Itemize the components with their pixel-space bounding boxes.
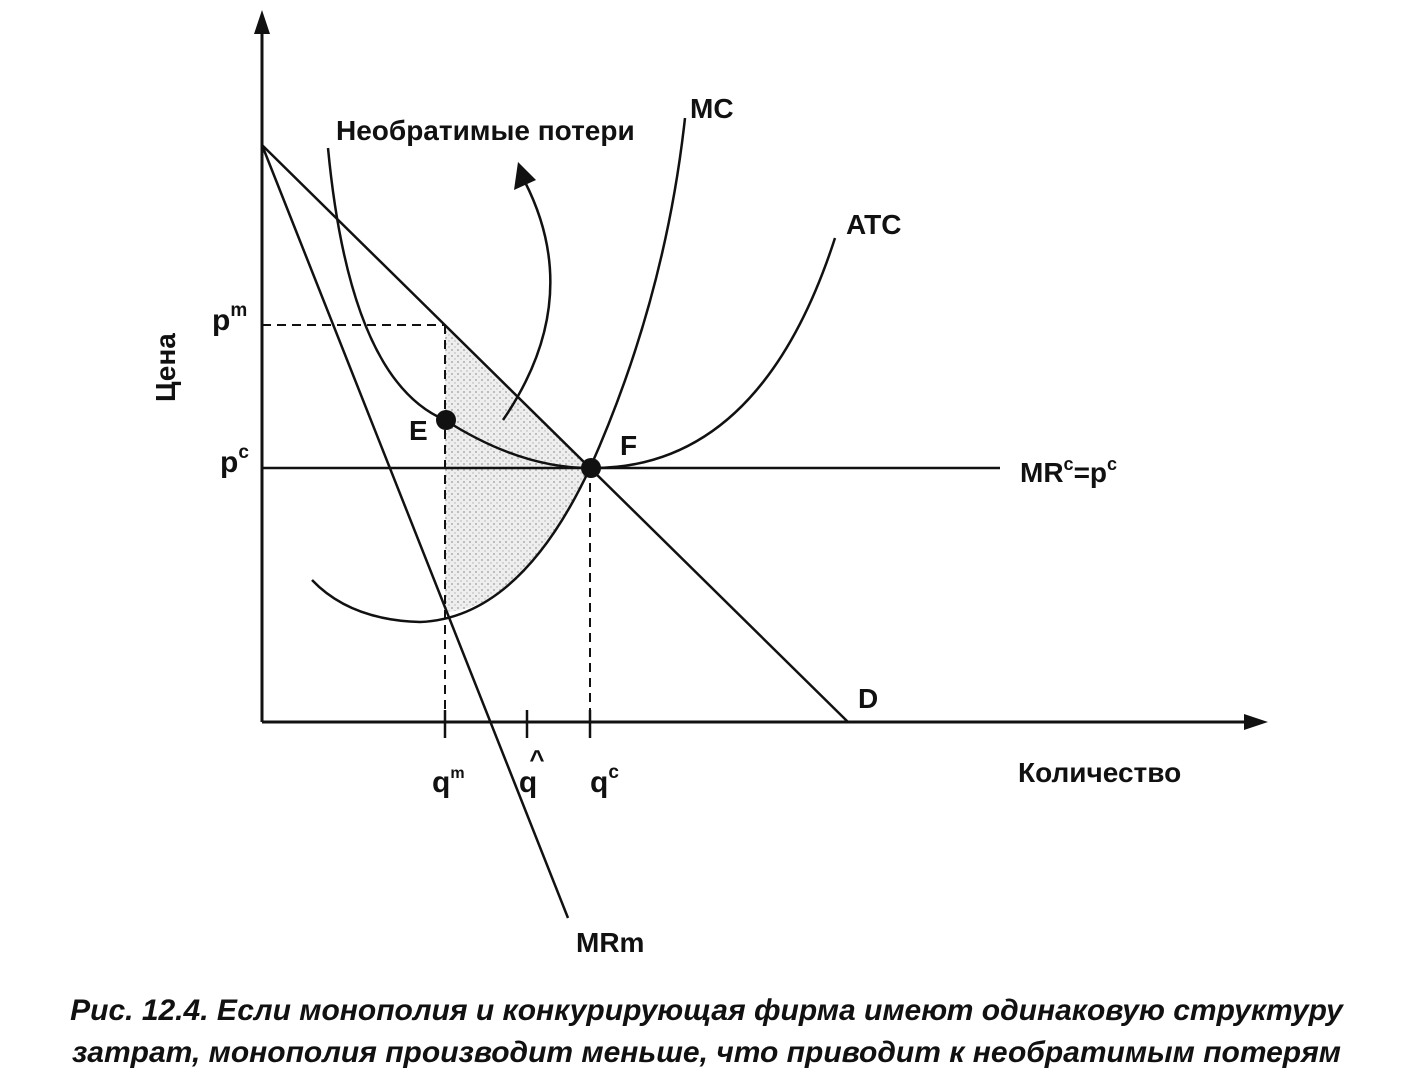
caption-line-2: затрат, монополия производит меньше, что приводит к необратимым потерям — [72, 1036, 1341, 1069]
y-axis-label: Цена — [150, 333, 181, 402]
mr-monopoly-label: MRm — [576, 927, 645, 958]
deadweight-loss-pointer — [503, 182, 550, 420]
qhat-mark: ^ — [529, 744, 545, 774]
x-axis-label: Количество — [1018, 757, 1182, 788]
point-f-label: F — [620, 430, 638, 461]
caption-line-1: Рис. 12.4. Если монополия и конкурирующая фирма имеют одинаковую структуру — [70, 994, 1343, 1027]
deadweight-loss-label: Необратимые потери — [336, 115, 635, 146]
x-axis-arrow — [1244, 714, 1268, 730]
pc-label: $p^c$ — [220, 442, 249, 479]
qm-label: $q^m$ — [432, 765, 465, 799]
point-e-marker — [436, 410, 456, 430]
atc-label: ATC — [846, 209, 902, 240]
atc-curve — [328, 148, 835, 468]
point-e-label: E — [409, 415, 428, 446]
figure-caption — [0, 990, 1413, 1074]
deadweight-loss-pointer-head — [514, 162, 536, 190]
mr-competitive-label: $MR^c=p^c$ — [1020, 454, 1118, 488]
qc-label: $q^c$ — [590, 762, 619, 799]
qhat-label: q — [518, 766, 538, 799]
demand-label: D — [858, 683, 879, 714]
pm-label: $p^m$ — [212, 300, 248, 337]
mc-label: MC — [690, 93, 734, 124]
point-f-marker — [581, 458, 601, 478]
demand-curve — [262, 145, 848, 722]
y-axis-arrow — [254, 10, 270, 34]
